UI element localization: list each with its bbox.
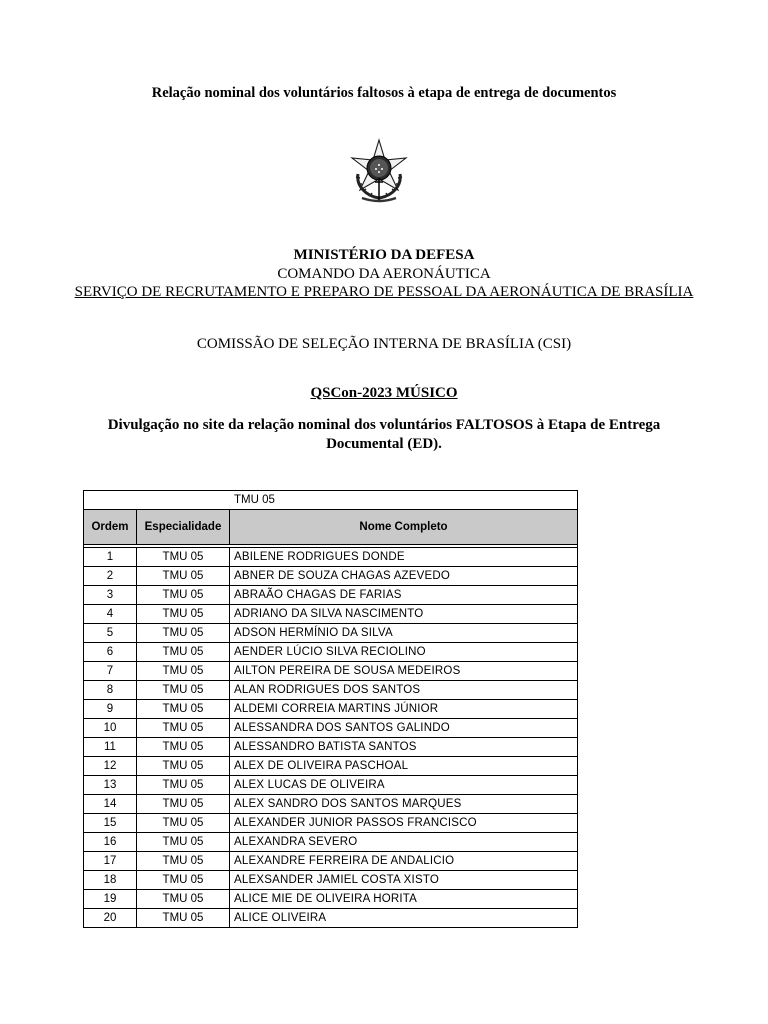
cell-nome: ALAN RODRIGUES DOS SANTOS [230,681,578,700]
organization-block [60,246,708,302]
cell-ordem: 19 [84,890,137,909]
cell-nome: ABRAÃO CHAGAS DE FARIAS [230,586,578,605]
cell-especialidade: TMU 05 [137,681,230,700]
cell-nome: ALEXANDRE FERREIRA DE ANDALICIO [230,852,578,871]
cell-nome: ALEX DE OLIVEIRA PASCHOAL [230,757,578,776]
notice-text: Divulgação no site da relação nominal dos voluntários FALTOSOS à Etapa de Entrega Documental (ED). [107,417,661,452]
cell-ordem: 6 [84,643,137,662]
table-row [84,624,578,643]
cell-nome: AENDER LÚCIO SILVA RECIOLINO [230,643,578,662]
cell-especialidade: TMU 05 [137,624,230,643]
table-row [84,586,578,605]
table-row [84,833,578,852]
cell-especialidade: TMU 05 [137,795,230,814]
cell-especialidade: TMU 05 [137,909,230,928]
column-header-nome: Nome Completo [230,510,578,545]
cell-especialidade: TMU 05 [137,871,230,890]
table-body [84,548,578,928]
cell-ordem: 4 [84,605,137,624]
cell-especialidade: TMU 05 [137,643,230,662]
cell-ordem: 9 [84,700,137,719]
table-row [84,548,578,567]
cell-nome: ABNER DE SOUZA CHAGAS AZEVEDO [230,567,578,586]
cell-especialidade: TMU 05 [137,852,230,871]
cell-especialidade: TMU 05 [137,548,230,567]
table-caption-row [84,491,578,510]
cell-nome: ABILENE RODRIGUES DONDE [230,548,578,567]
service-name: SERVIÇO DE RECRUTAMENTO E PREPARO DE PESSOAL DA AERONÁUTICA DE BRASÍLIA [74,284,694,300]
cell-nome: ALDEMI CORREIA MARTINS JÚNIOR [230,700,578,719]
cell-especialidade: TMU 05 [137,757,230,776]
table-header-row [84,510,578,545]
absentees-table [83,490,578,928]
table-row [84,890,578,909]
table-row [84,776,578,795]
cell-nome: ALEXSANDER JAMIEL COSTA XISTO [230,871,578,890]
cell-ordem: 10 [84,719,137,738]
page-heading: Relação nominal dos voluntários faltosos à etapa de entrega de documentos [151,85,617,101]
contest-title: QSCon-2023 MÚSICO [310,385,458,401]
cell-ordem: 16 [84,833,137,852]
cell-especialidade: TMU 05 [137,567,230,586]
table-row [84,814,578,833]
table-row [84,700,578,719]
cell-especialidade: TMU 05 [137,700,230,719]
cell-ordem: 7 [84,662,137,681]
cell-especialidade: TMU 05 [137,776,230,795]
table-caption: TMU 05 [84,491,578,510]
table-row [84,852,578,871]
cell-ordem: 12 [84,757,137,776]
cell-especialidade: TMU 05 [137,833,230,852]
cell-especialidade: TMU 05 [137,605,230,624]
command-name: COMANDO DA AERONÁUTICA [277,265,491,282]
table-row [84,738,578,757]
cell-nome: ADRIANO DA SILVA NASCIMENTO [230,605,578,624]
commission-name: COMISSÃO DE SELEÇÃO INTERNA DE BRASÍLIA (CSI) [196,336,572,352]
cell-especialidade: TMU 05 [137,814,230,833]
cell-ordem: 13 [84,776,137,795]
cell-ordem: 11 [84,738,137,757]
cell-ordem: 17 [84,852,137,871]
cell-ordem: 18 [84,871,137,890]
table-row [84,871,578,890]
table-row [84,605,578,624]
cell-ordem: 20 [84,909,137,928]
cell-nome: ALICE MIE DE OLIVEIRA HORITA [230,890,578,909]
table-row [84,719,578,738]
cell-nome: ALESSANDRA DOS SANTOS GALINDO [230,719,578,738]
column-header-especialidade: Especialidade [137,510,230,545]
cell-ordem: 8 [84,681,137,700]
cell-ordem: 3 [84,586,137,605]
table-row [84,909,578,928]
cell-nome: ALESSANDRO BATISTA SANTOS [230,738,578,757]
cell-ordem: 5 [84,624,137,643]
coat-of-arms-icon [346,138,412,204]
cell-especialidade: TMU 05 [137,586,230,605]
cell-ordem: 2 [84,567,137,586]
cell-nome: AILTON PEREIRA DE SOUSA MEDEIROS [230,662,578,681]
cell-especialidade: TMU 05 [137,738,230,757]
cell-ordem: 14 [84,795,137,814]
table-row [84,662,578,681]
cell-nome: ALEX SANDRO DOS SANTOS MARQUES [230,795,578,814]
cell-ordem: 1 [84,548,137,567]
cell-especialidade: TMU 05 [137,719,230,738]
table-row [84,757,578,776]
cell-especialidade: TMU 05 [137,890,230,909]
cell-nome: ALEX LUCAS DE OLIVEIRA [230,776,578,795]
cell-nome: ALEXANDER JUNIOR PASSOS FRANCISCO [230,814,578,833]
cell-especialidade: TMU 05 [137,662,230,681]
table-row [84,681,578,700]
cell-nome: ALICE OLIVEIRA [230,909,578,928]
cell-nome: ALEXANDRA SEVERO [230,833,578,852]
table-row [84,567,578,586]
cell-ordem: 15 [84,814,137,833]
cell-nome: ADSON HERMÍNIO DA SILVA [230,624,578,643]
ministry-name: MINISTÉRIO DA DEFESA [293,247,475,263]
column-header-ordem: Ordem [84,510,137,545]
table-row [84,795,578,814]
table-row [84,643,578,662]
